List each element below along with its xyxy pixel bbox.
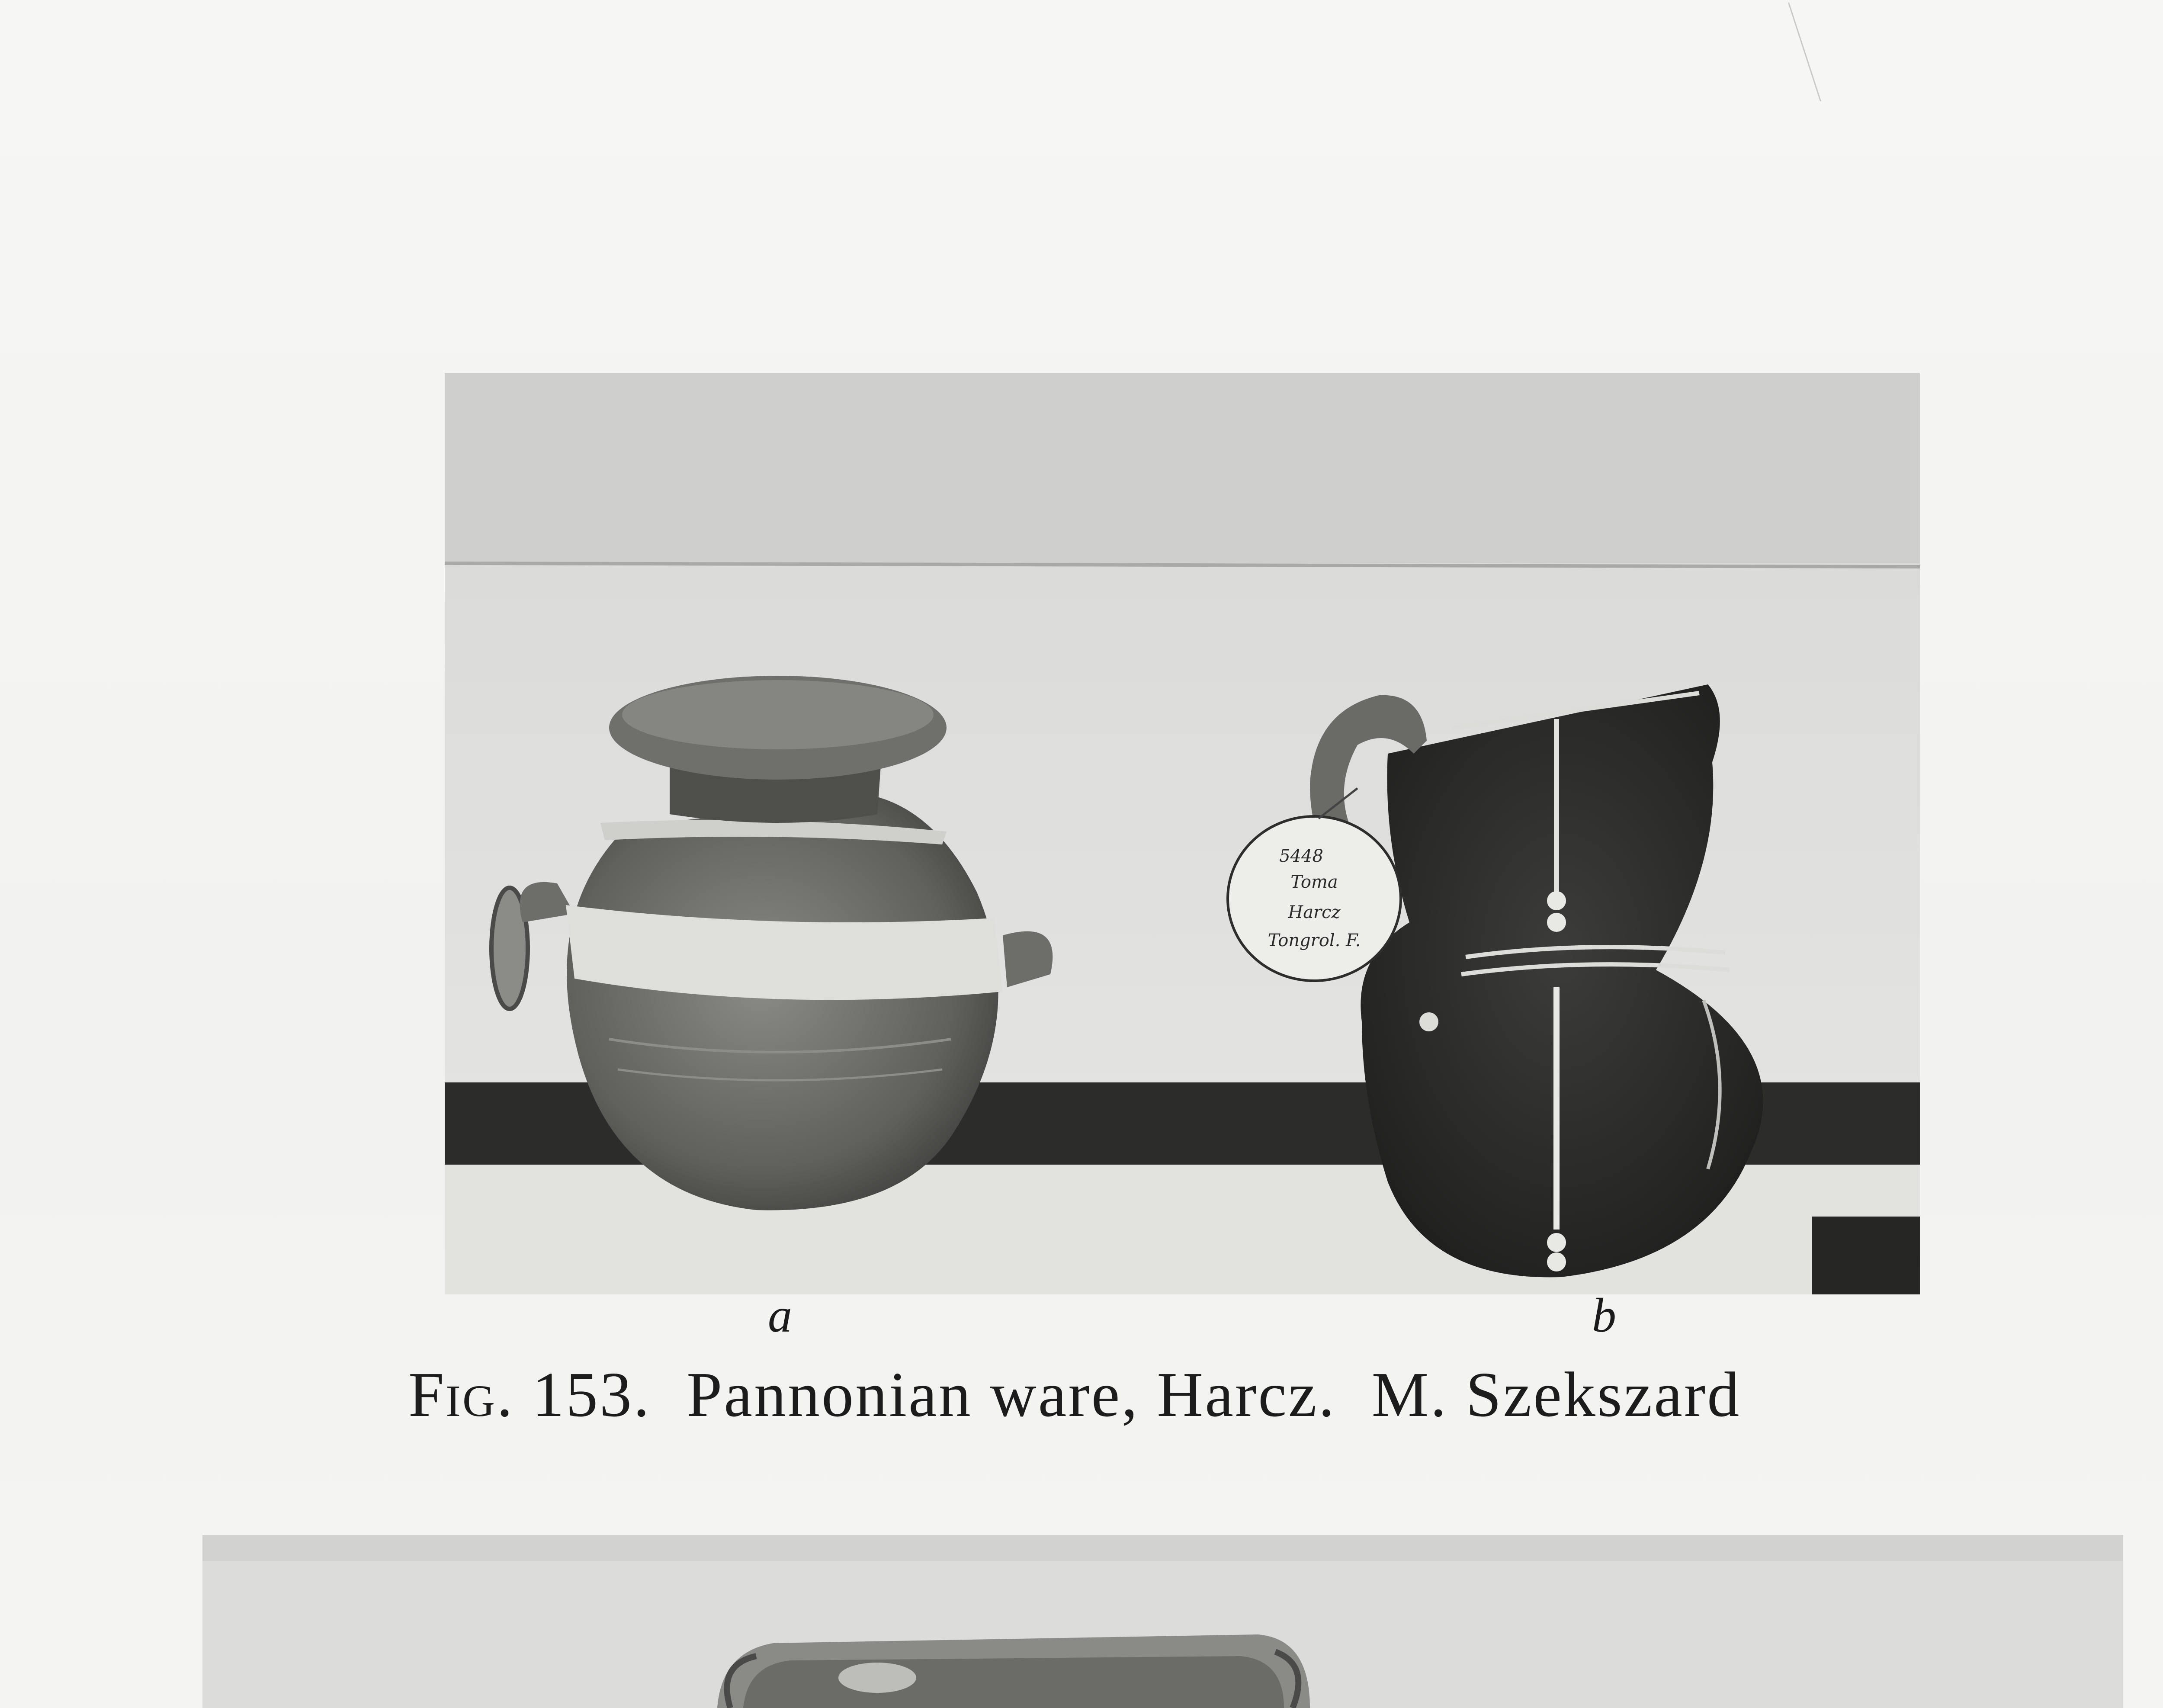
figure-caption	[408, 1359, 1914, 1430]
figure-letter-b: b	[1592, 1289, 1616, 1342]
figure-letter-a: a	[768, 1289, 792, 1342]
tag-line: Toma	[1290, 872, 1338, 892]
tag-line: Tongrol. F.	[1268, 931, 1361, 950]
caption-source: M. Szekszard	[1371, 1359, 1741, 1430]
tag-line: Harcz	[1288, 902, 1341, 922]
caption-text: Pannonian ware, Harcz.	[687, 1359, 1336, 1430]
pottery-photograph	[445, 373, 1920, 1294]
tag-line: 5448	[1279, 846, 1323, 866]
next-photograph-partial	[202, 1535, 2123, 1708]
figure-number: Fig. 153.	[408, 1359, 651, 1430]
